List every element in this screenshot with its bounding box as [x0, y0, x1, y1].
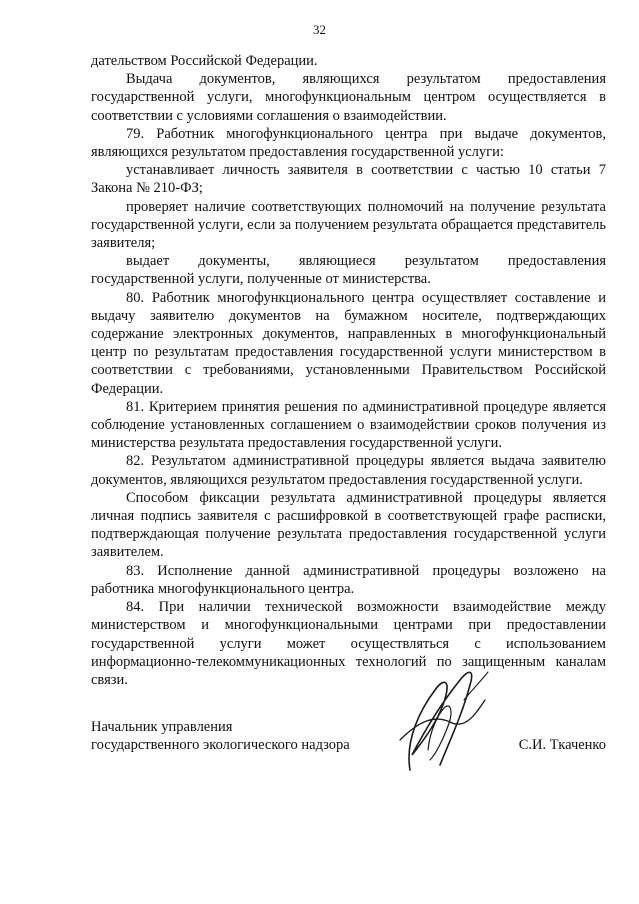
- page-number: 32: [313, 22, 326, 37]
- handwritten-signature: [380, 660, 510, 780]
- paragraph-continuation: дательством Российской Федерации.: [91, 53, 318, 69]
- signer-position: [91, 718, 350, 754]
- paragraph-79: 79. Работник многофункционального центра при выдаче документов, являющихся результатом предоставления государственной услуги:: [91, 125, 606, 161]
- signer-name: С.И. Ткаченко: [518, 737, 606, 754]
- paragraph-80: 80. Работник многофункционального центра осуществляет составление и выдачу заявителю документов на бумажном носителе, подтверждающих содержание электронных документов, направленных в многофункциональный центр по результатам предоставления государственной услуги министерством в соответствии с требованиями, установленными Правительством Российской Федерации.: [91, 289, 606, 397]
- paragraph: выдает документы, являющиеся результатом предоставления государственной услуги, полученные от министерства.: [91, 253, 606, 288]
- paragraph-83: 83. Исполнение данной административной процедуры возложено на работника многофункционального центра.: [91, 562, 606, 597]
- paragraph-84: 84. При наличии технической возможности взаимодействие между министерством и многофункциональными центрами при предоставлении государственной услуги может осуществляться с использованием информационно-телекоммуникационных технологий по защищенным каналам связи.: [91, 599, 606, 688]
- signature-block: [91, 718, 606, 778]
- paragraph: Выдача документов, являющихся результатом предоставления государственной услуги, многофункциональным центром осуществляется в соответствии с условиями соглашения о взаимодействии.: [91, 71, 606, 124]
- signer-position-line: Начальник управления: [91, 719, 233, 735]
- paragraph-81: 81. Критерием принятия решения по административной процедуре является соблюдение установленных соглашением о взаимодействии сроков получения из министерства результата предоставления государственной услуги.: [91, 398, 606, 452]
- paragraph: проверяет наличие соответствующих полномочий на получение результата государственной услуги, если за получением результата обращается представитель заявителя;: [91, 198, 606, 252]
- paragraph: устанавливает личность заявителя в соответствии с частью 10 статьи 7 Закона № 210-ФЗ;: [91, 162, 606, 197]
- paragraph: Способом фиксации результата административной процедуры является личная подпись заявителя с расшифровкой в соответствующей графе расписки, подтверждающая получение результата предоставления государственной услуги заявителем.: [91, 489, 606, 561]
- signer-position-line: государственного экологического надзора: [91, 737, 350, 754]
- paragraph-82: 82. Результатом административной процедуры является выдача заявителю документов, являющихся результатом предоставления государственной услуги.: [91, 453, 606, 488]
- document-body: [91, 52, 606, 689]
